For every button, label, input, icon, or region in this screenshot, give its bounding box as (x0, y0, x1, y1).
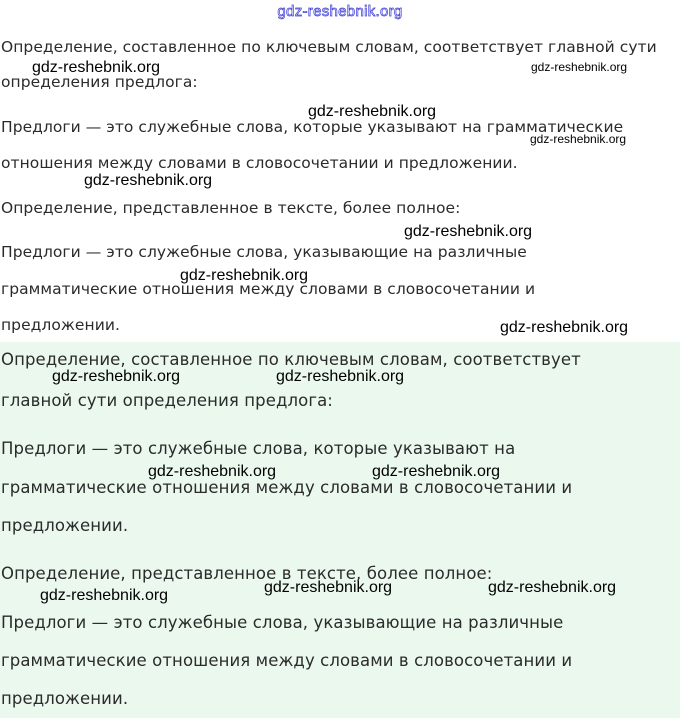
watermark: gdz-reshebnik.org (40, 587, 169, 604)
text-line: предложении. (1, 516, 129, 535)
watermark: gdz-reshebnik.org (530, 132, 627, 146)
watermark: gdz-reshebnik.org (148, 463, 277, 480)
watermark: gdz-reshebnik.org (488, 579, 617, 596)
text-line: Определение, представленное в тексте, более полное: (1, 199, 461, 217)
text-line: Предлоги — это служебные слова, которые указывают на (1, 439, 516, 458)
text-line: грамматические отношения между словами в словосочетании и (1, 478, 573, 497)
text-line: главной сути определения предлога: (1, 391, 333, 410)
text-line: Предлоги — это служебные слова, указывающие на различные (1, 613, 564, 632)
header-watermark: gdz-reshebnik.org (277, 3, 403, 20)
watermark: gdz-reshebnik.org (500, 319, 629, 336)
watermark: gdz-reshebnik.org (276, 368, 405, 385)
text-line: Определение, представленное в тексте, более полное: (1, 564, 493, 583)
text-line: Предлоги — это служебные слова, которые указывают на грамматические (1, 118, 624, 136)
text-line: Предлоги — это служебные слова, указывающие на различные (1, 243, 527, 261)
watermark: gdz-reshebnik.org (84, 172, 213, 189)
text-line: отношения между словами в словосочетании и предложении. (1, 154, 518, 172)
watermark: gdz-reshebnik.org (404, 223, 533, 240)
text-line: грамматические отношения между словами в словосочетании и (1, 651, 573, 670)
text-line: Определение, составленное по ключевым словам, соответствует главной сути (1, 38, 657, 56)
watermark: gdz-reshebnik.org (52, 368, 181, 385)
watermark: gdz-reshebnik.org (308, 103, 437, 120)
watermark: gdz-reshebnik.org (180, 267, 309, 284)
watermark: gdz-reshebnik.org (32, 59, 161, 76)
watermark: gdz-reshebnik.org (264, 579, 393, 596)
watermark: gdz-reshebnik.org (372, 463, 501, 480)
text-line: предложении. (1, 689, 129, 708)
text-line: Определение, составленное по ключевым словам, соответствует (1, 350, 581, 369)
text-line: определения предлога: (1, 73, 198, 91)
text-line: грамматические отношения между словами в словосочетании и (1, 280, 536, 298)
watermark: gdz-reshebnik.org (531, 60, 628, 74)
text-line: предложении. (1, 316, 120, 334)
